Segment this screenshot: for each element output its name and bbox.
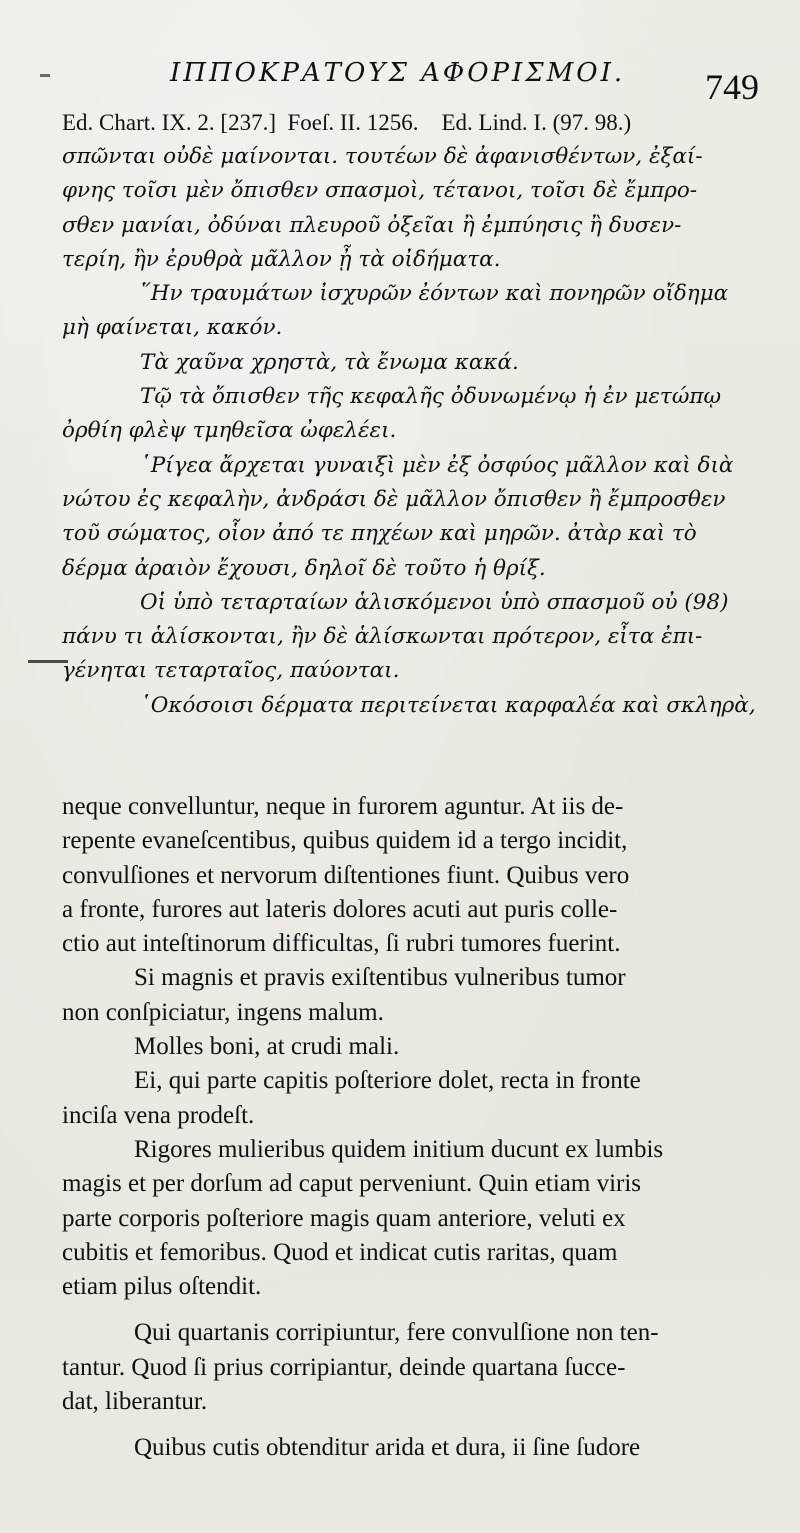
latin-line: non conſpiciatur, ingens malum.: [62, 998, 384, 1026]
greek-line: ῾Οκόσοισι δέρματα περιτείνεται καρφαλέα καὶ σκληρὰ,: [140, 692, 756, 718]
latin-line: tantur. Quod ſi prius corripiantur, deinde quartana ſucce-: [62, 1353, 626, 1381]
latin-line: dat, liberantur.: [62, 1388, 208, 1416]
latin-line: cubitis et femoribus. Quod et indicat cutis raritas, quam: [62, 1238, 618, 1266]
paragraph-gap: [62, 1304, 742, 1316]
latin-line: Qui quartanis corripiuntur, fere convulſione non ten-: [134, 1319, 659, 1347]
greek-line: φνης τοῖσι μὲν ὄπισθεν σπασμοὶ, τέτανοι, τοῖσι δὲ ἔμπρο-: [62, 178, 698, 204]
latin-line: ctio aut inteſtinorum difficultas, ſi rubri tumores fuerint.: [62, 930, 621, 958]
latin-line: inciſa vena prodeſt.: [62, 1101, 255, 1129]
greek-line: τοῦ σώματος, οἷον ἀπό τε πηχέων καὶ μηρῶν. ἀτὰρ καὶ τὸ: [62, 521, 697, 547]
latin-line: parte corporis poſteriore magis quam anteriore, veluti ex: [62, 1204, 626, 1232]
greek-line: νώτου ἐς κεφαλὴν, ἀνδράσι δὲ μᾶλλον ὄπισθεν ἢ ἔμπροσθεν: [62, 486, 726, 512]
greek-line: ῾Ρίγεα ἄρχεται γυναιξὶ μὲν ἐξ ὀσφύος μᾶλλον καὶ διὰ: [140, 452, 734, 478]
paragraph-gap: [62, 1419, 742, 1431]
latin-line: Ei, qui parte capitis poſteriore dolet, recta in fronte: [134, 1067, 641, 1095]
greek-line: ὀρθίη φλὲψ τμηθεῖσα ὠφελέει.: [62, 418, 397, 444]
greek-line: Οἱ ὑπὸ τεταρταίων ἁλισκόμενοι ὑπὸ σπασμοῦ οὐ (98): [140, 589, 729, 615]
greek-text-block: [62, 140, 756, 723]
latin-line: magis et per dorſum ad caput perveniunt. Quin etiam viris: [62, 1170, 642, 1198]
greek-line: ῞Ην τραυμάτων ἰσχυρῶν ἐόντων καὶ πονηρῶν οἴδημα: [140, 281, 729, 307]
margin-dash: [40, 74, 50, 77]
latin-line: Rigores mulieribus quidem initium ducunt ex lumbis: [134, 1135, 664, 1163]
running-head: ΙΠΠΟΚΡΑΤΟΥΣ ΑΦΟΡΙΣΜΟΙ.: [170, 58, 626, 88]
latin-line: a fronte, furores aut lateris dolores acuti aut puris colle-: [62, 895, 618, 923]
greek-line: Τῷ τὰ ὄπισθεν τῆς κεφαλῆς ὀδυνωμένῳ ἡ ἐν μετώπῳ: [140, 384, 722, 410]
latin-line: Quibus cutis obtenditur arida et dura, ii ſine ſudore: [134, 1434, 641, 1462]
latin-line: etiam pilus oſtendit.: [62, 1273, 262, 1301]
latin-line: Si magnis et pravis exiſtentibus vulneribus tumor: [134, 964, 626, 992]
latin-line: Molles boni, at crudi mali.: [134, 1033, 400, 1061]
page-number: 749: [705, 67, 759, 107]
greek-line: γένηται τεταρταῖος, παύονται.: [62, 658, 400, 684]
latin-line: neque convelluntur, neque in furorem aguntur. At iis de-: [62, 793, 624, 820]
latin-text-block: [62, 790, 742, 1466]
greek-line: πάνυ τι ἁλίσκονται, ἢν δὲ ἁλίσκωνται πρότερον, εἶτα ἐπι-: [62, 624, 703, 650]
greek-line: μὴ φαίνεται, κακόν.: [62, 315, 283, 341]
edition-reference-line: Ed. Chart. IX. 2. [237.] Foeſ. II. 1256. Ed. Lind. I. (97. 98.): [62, 110, 632, 135]
greek-line: σπῶνται οὐδὲ μαίνονται. τουτέων δὲ ἀφανισθέντων, ἐξαί-: [62, 144, 703, 169]
latin-line: repente evaneſcentibus, quibus quidem id a tergo incidit,: [62, 827, 628, 855]
greek-line: σθεν μανίαι, ὀδύναι πλευροῦ ὀξεῖαι ἢ ἐμπύησις ἢ δυσεν-: [62, 212, 682, 238]
greek-line: Τὰ χαῦνα χρηστὰ, τὰ ἔνωμα κακά.: [140, 349, 519, 375]
latin-line: convulſiones et nervorum diſtentiones fiunt. Quibus vero: [62, 861, 630, 889]
greek-line: τερίη, ἢν ἐρυθρὰ μᾶλλον ᾖ τὰ οἰδήματα.: [62, 246, 501, 272]
greek-line: δέρμα ἀραιὸν ἔχουσι, δηλοῖ δὲ τοῦτο ἡ θρίξ.: [62, 555, 546, 581]
